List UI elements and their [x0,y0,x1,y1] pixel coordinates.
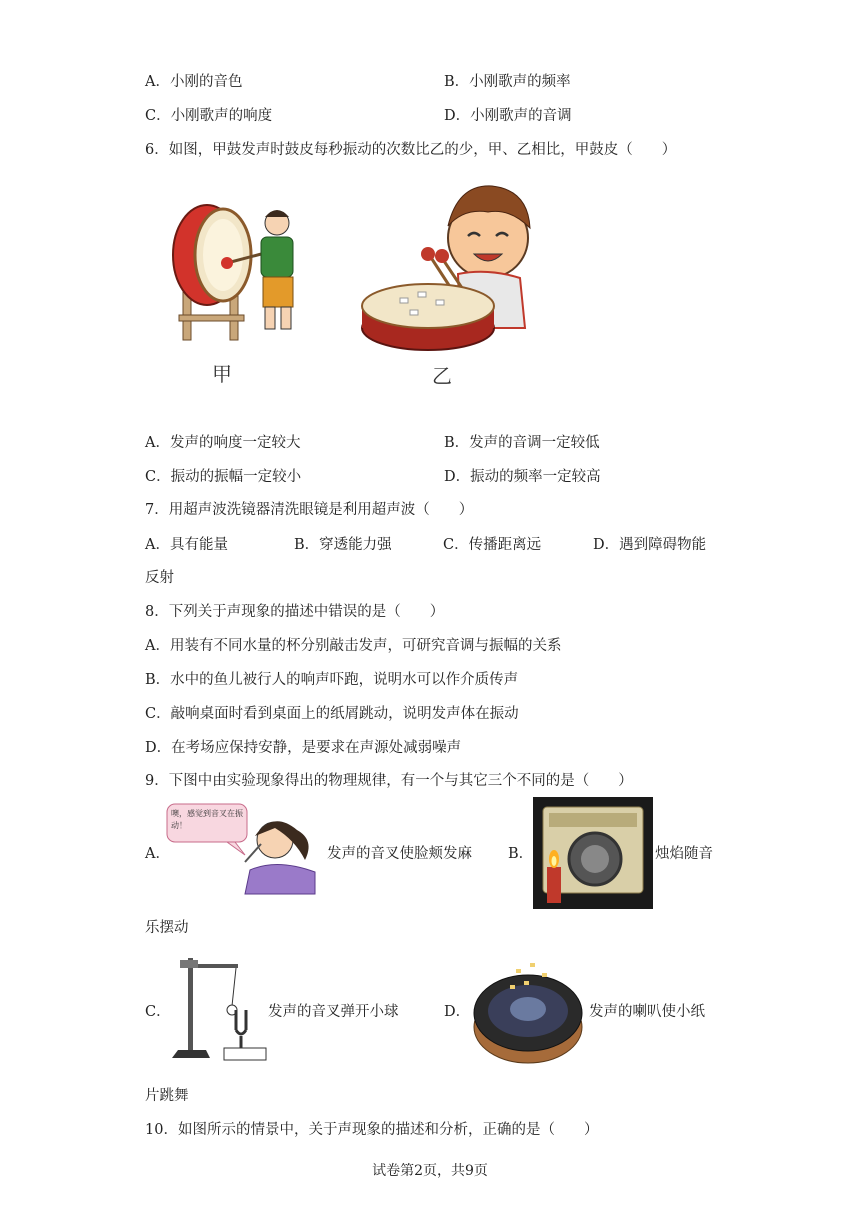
q10-stem: 10．如图所示的情景中，关于声现象的描述和分析，正确的是（ ） [145,1122,599,1138]
q7-option-b: B．穿透能力强 [294,537,392,553]
q6-option-a: A．发声的响度一定较大 [145,435,301,451]
q7-option-c: C．传播距离远 [443,537,542,553]
q5-option-a: A．小刚的音色 [145,74,243,90]
caption-jia: 甲 [212,362,232,386]
q9-stem: 9．下图中由实验现象得出的物理规律，有一个与其它三个不同的是（ ） [145,773,633,789]
q8-option-d: D．在考场应保持安静，是要求在声源处减弱噪声 [145,740,462,756]
caption-yi: 乙 [432,364,452,388]
q9-option-c-text: 发声的音叉弹开小球 [268,1004,399,1020]
q8-option-b: B．水中的鱼儿被行人的响声吓跑，说明水可以作介质传声 [145,672,519,688]
q9-option-b-label: B． [508,846,534,862]
speaker-candle-figure [533,797,653,909]
q6-option-c: C．振动的振幅一定较小 [145,469,302,485]
q9-option-c-label: C． [145,1004,171,1020]
q7-option-d-continued: 反射 [145,570,174,586]
q9-option-d-continued: 片跳舞 [145,1088,189,1104]
q7-stem: 7．用超声波洗镜器清洗眼镜是利用超声波（ ） [145,502,474,518]
drum-yi-figure [360,178,540,353]
q7-option-a: A．具有能量 [145,537,228,553]
q9-option-b-text: 烛焰随音 [655,846,713,862]
q6-stem: 6．如图，甲鼓发声时鼓皮每秒振动的次数比乙的少，甲、乙相比，甲鼓皮（ ） [145,142,677,158]
q8-option-c: C．敲响桌面时看到桌面上的纸屑跳动，说明发声体在振动 [145,706,519,722]
q9-option-d-label: D． [444,1004,471,1020]
q9-option-a-label: A． [145,846,170,862]
q5-option-d: D．小刚歌声的音调 [444,108,572,124]
tuning-fork-ball-figure [170,950,270,1070]
q9-option-a-text: 发声的音叉使脸颊发麻 [327,846,472,862]
girl-tuning-fork-figure [165,800,320,895]
speech-bubble-text: 噢，感觉到音叉在振动！ [171,809,243,830]
q6-option-d: D．振动的频率一定较高 [444,469,601,485]
q5-option-b: B．小刚歌声的频率 [444,74,571,90]
q5-option-c: C．小刚歌声的响度 [145,108,273,124]
q8-stem: 8．下列关于声现象的描述中错误的是（ ） [145,604,445,620]
drum-jia-figure [165,195,315,345]
q7-option-d: D．遇到障碍物能 [593,537,707,553]
q8-option-a: A．用装有不同水量的杯分别敲击发声，可研究音调与振幅的关系 [145,638,562,654]
q9-option-d-text: 发声的喇叭使小纸 [589,1004,705,1020]
q6-option-b: B．发声的音调一定较低 [444,435,600,451]
loudspeaker-paper-figure [472,955,584,1067]
q9-option-b-continued: 乐摆动 [145,920,189,936]
page-footer: 试卷第2页，共9页 [372,1163,488,1179]
